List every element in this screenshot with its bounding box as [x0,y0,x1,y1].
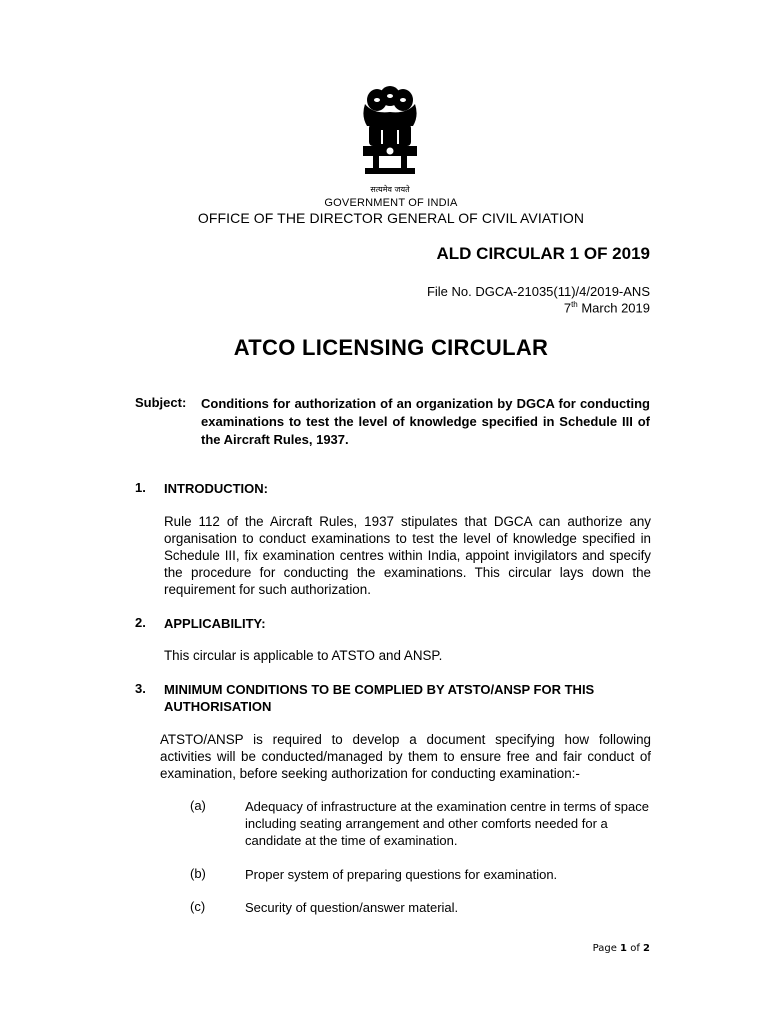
section-number: 2. [135,615,146,630]
circular-date [564,300,650,315]
section-paragraph: Rule 112 of the Aircraft Rules, 1937 stipulates that DGCA can authorize any organisation to conduct examinations to test the level of knowledge specified in Schedule III, fix examination centres within India, appoint invigilators and specify the procedure for conducting the examinations. This circular lays down the requirement for such authorization. [164,514,651,597]
list-item-text: Adequacy of infrastructure at the examination centre in terms of space including seating arrangement and other comforts needed for a candidate at the time of examination. [245,799,649,848]
section-heading: INTRODUCTION: [164,481,268,496]
section-number: 1. [135,480,146,495]
subject-label: Subject: [135,395,187,410]
page-word: Page [592,943,617,954]
list-item-label: (a) [190,798,206,813]
date-suffix: th [571,300,578,309]
government-line: GOVERNMENT OF INDIA [324,197,458,209]
list-item-text: Security of question/answer material. [245,900,459,915]
section-number: 3. [135,681,146,696]
section-heading: MINIMUM CONDITIONS TO BE COMPLIED BY ATSTO/ANSP FOR THIS AUTHORISATION [164,682,595,714]
page-total: 2 [643,943,650,954]
date-day: 7 [563,300,572,316]
page-title: ATCO LICENSING CIRCULAR [233,335,549,360]
section-paragraph: ATSTO/ANSP is required to develop a document specifying how following activities will be conducted/managed by them to ensure free and fair conduct of examination, before seeking authorization for conducting examination:- [160,732,651,781]
file-number: File No. DGCA-21035(11)/4/2019-ANS [426,284,650,299]
subject-text: Conditions for authorization of an organization by DGCA for conducting examinations to test the level of knowledge specified in Schedule III of the Aircraft Rules, 1937. [201,396,650,447]
page-number [593,943,650,954]
national-emblem-logo [357,86,423,184]
list-item-label: (c) [190,899,206,914]
list-item-label: (b) [190,866,206,881]
date-rest: March 2019 [577,300,650,316]
office-line: OFFICE OF THE DIRECTOR GENERAL OF CIVIL AVIATION [197,210,585,226]
section-heading: APPLICABILITY: [164,616,266,631]
page-current: 1 [620,943,628,954]
page-of: of [630,943,640,954]
circular-number: ALD CIRCULAR 1 OF 2019 [436,244,650,263]
emblem-motto: सत्यमेव जयते [370,185,410,194]
section-paragraph: This circular is applicable to ATSTO and ANSP. [164,648,443,663]
list-item-text: Proper system of preparing questions for examination. [245,867,558,882]
